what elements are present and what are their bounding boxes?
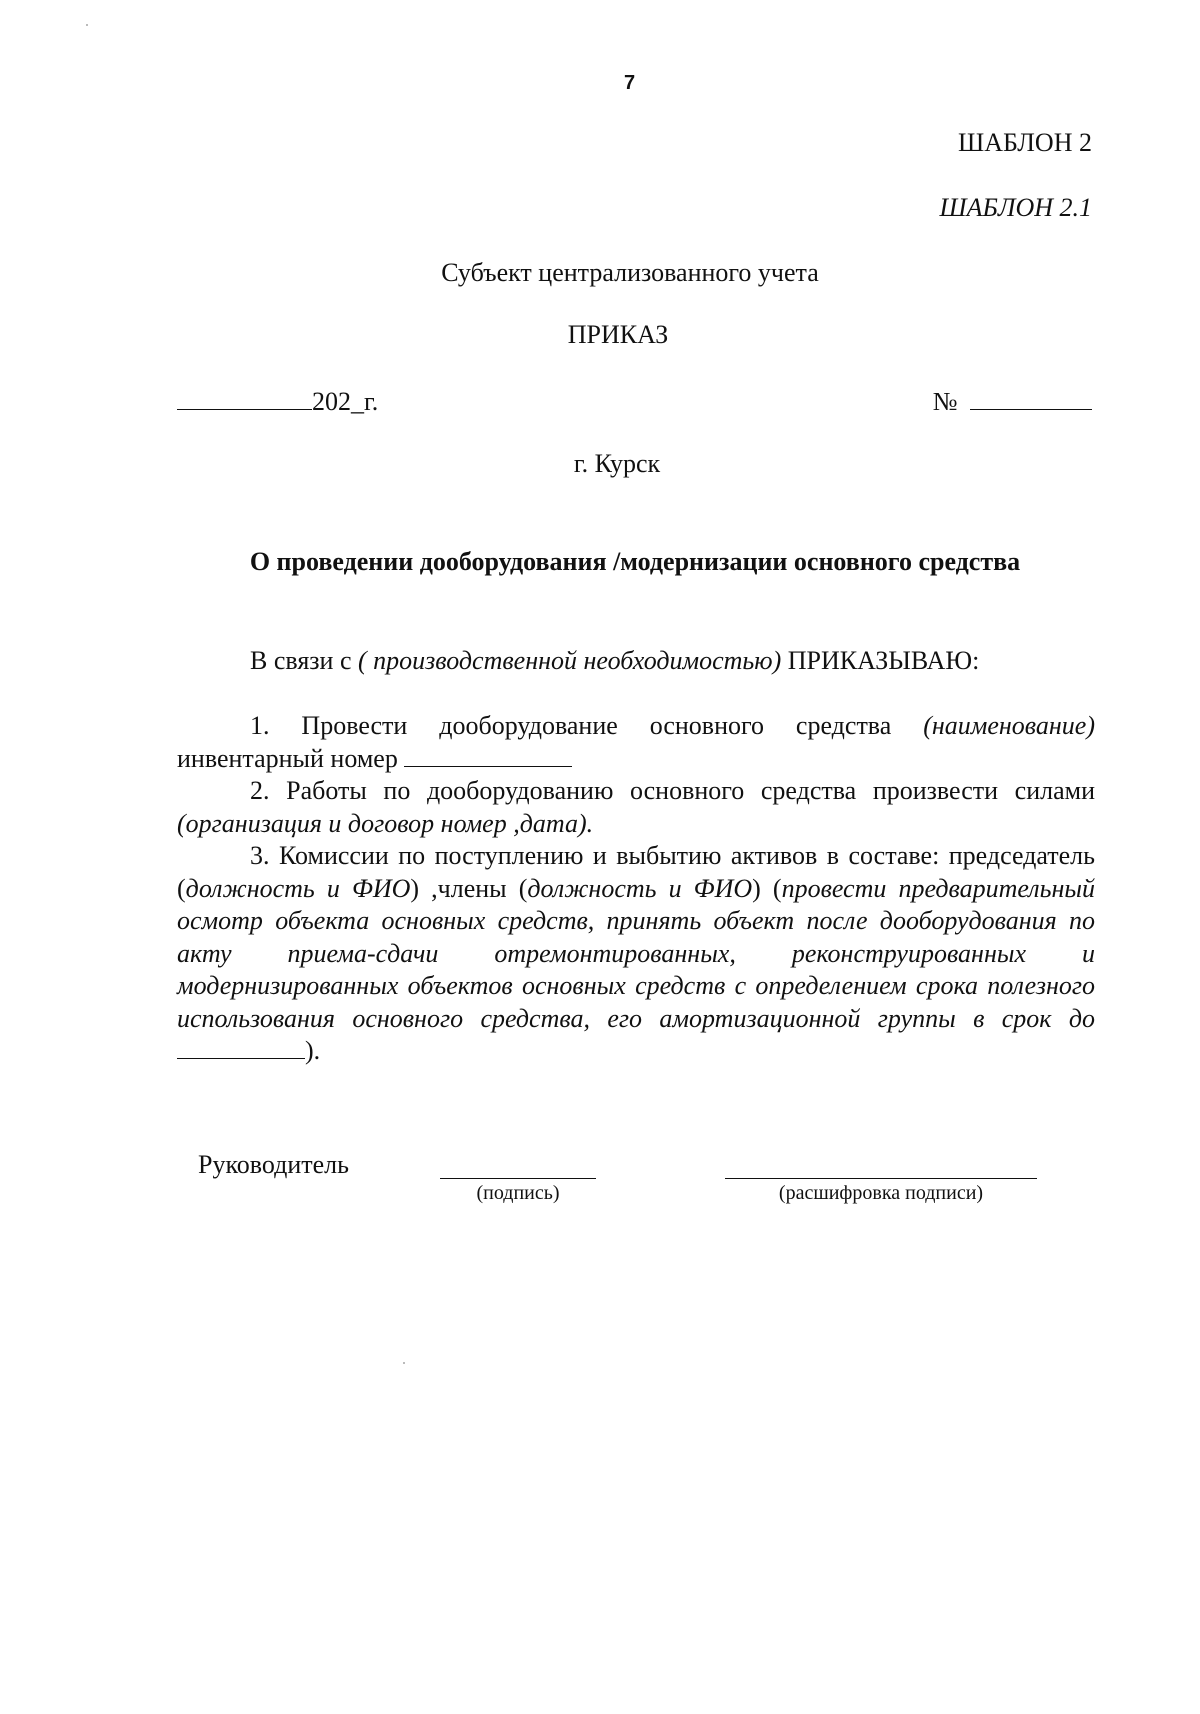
number-sign: № (932, 387, 958, 416)
item-3-tail: ). (305, 1036, 321, 1065)
signature-decode-line (725, 1178, 1037, 1179)
item-3-chair-placeholder: должность и ФИО (185, 873, 411, 903)
intro-reason: ( производственной необходимостью) (358, 646, 782, 675)
page-number: 7 (624, 72, 636, 94)
item-3-instructions: провести предварительный осмотр объекта основных средств, принять объект после дооборудования по акту приема-сдачи отремонтированных, реконструированных и модернизированных объектов основных средств с определением срока полезного использования основного средства, его амортизационной группы в срок до (177, 873, 1095, 1033)
item-3-text-b: ) ,члены ( (410, 873, 528, 903)
item-2-text: 2. Работы по дооборудованию основного средства произвести силами (250, 776, 1095, 805)
date-year: 202_г. (312, 387, 379, 416)
item-2-contractor-placeholder: (организация и договор номер ,дата). (177, 808, 594, 838)
order-item-3 (177, 840, 1095, 1068)
order-title: О проведении дооборудования /модернизации основного средства (249, 547, 1021, 576)
item-1-name-placeholder: (наименование) (923, 711, 1095, 740)
template-sublabel: ШАБЛОН 2.1 (939, 193, 1092, 222)
signature-role: Руководитель (198, 1150, 349, 1179)
order-item-1 (177, 710, 1095, 775)
signature-caption: (подпись) (476, 1182, 560, 1204)
item-1-text: 1. Провести дооборудование основного средства (250, 711, 924, 740)
deadline-blank (177, 1058, 305, 1059)
intro-prefix: В связи с (250, 646, 358, 675)
document-type: ПРИКАЗ (567, 320, 669, 349)
inventory-number-blank (404, 766, 572, 767)
city: г. Курск (573, 449, 661, 478)
organization-name: Субъект централизованного учета (441, 258, 819, 287)
item-3-text-c: ) ( (752, 873, 782, 903)
intro-line (250, 646, 979, 676)
order-items (177, 710, 1095, 1068)
scan-speck (86, 24, 88, 26)
signature-line (440, 1178, 596, 1179)
order-item-2 (177, 775, 1095, 840)
intro-suffix: ПРИКАЗЫВАЮ: (781, 646, 980, 675)
item-3-text-a: 3. Комиссии по поступлению и выбытию активов в составе: председатель ( (177, 841, 1095, 903)
scan-speck (403, 1362, 405, 1364)
number-line (933, 387, 1092, 417)
template-label: ШАБЛОН 2 (958, 128, 1092, 157)
number-blank (970, 409, 1092, 410)
item-3-members-placeholder: должность и ФИО (527, 873, 753, 903)
date-line (177, 387, 378, 417)
signature-decode-caption: (расшифровка подписи) (778, 1182, 984, 1204)
date-blank (177, 409, 312, 410)
item-1-inventory-label: инвентарный номер (177, 743, 405, 773)
